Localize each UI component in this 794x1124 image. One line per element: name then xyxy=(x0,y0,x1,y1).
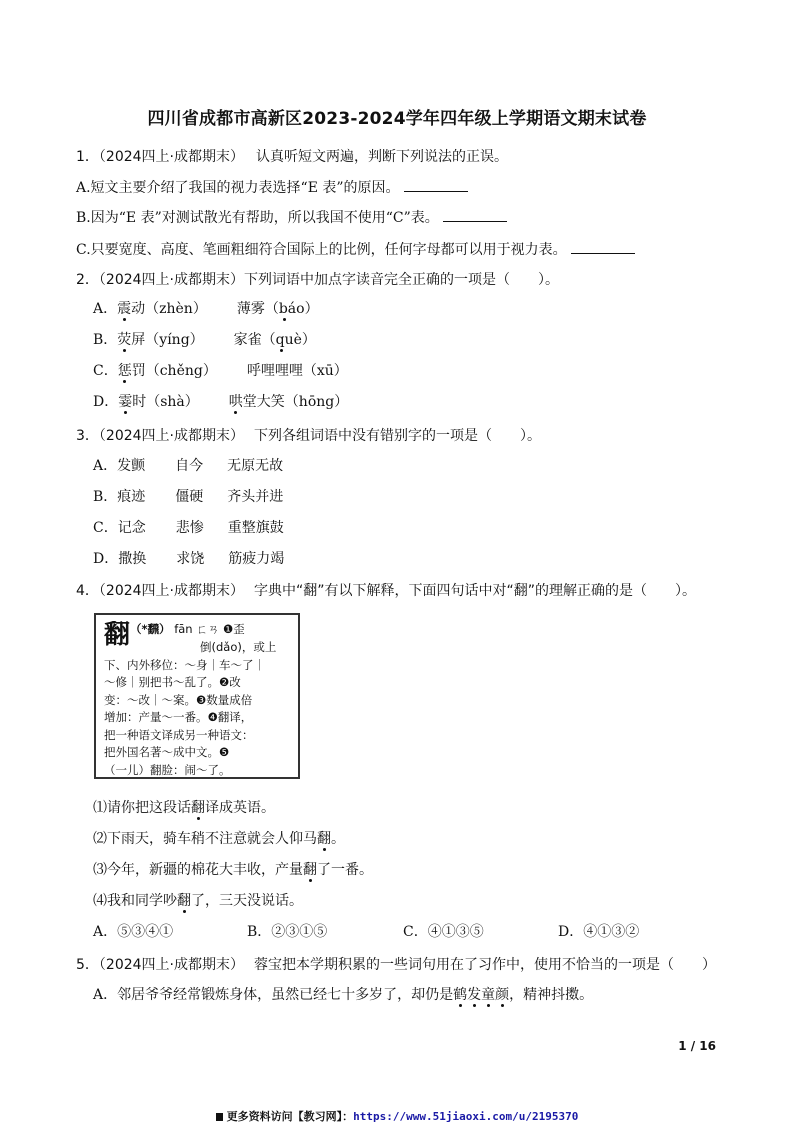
option-word: 重整旗鼓 xyxy=(227,520,284,536)
dotted-char: 荧 xyxy=(117,332,132,348)
q4-option-a[interactable] xyxy=(93,922,173,942)
source-tag: （2024四上·成都期末） xyxy=(98,428,245,444)
q4-sentence-1 xyxy=(93,798,275,818)
question-1 xyxy=(76,147,508,167)
q4-sentence-3 xyxy=(93,860,373,880)
option-value: ②③①⑤ xyxy=(271,924,328,940)
question-number: 2． xyxy=(76,272,99,288)
option-text: A．邻居爷爷经常锻炼身体，虽然已经七十多岁了，却仍是 xyxy=(93,987,454,1003)
q3-option-d[interactable] xyxy=(93,549,284,569)
dotted-char: 颜 xyxy=(495,987,510,1003)
dictionary-line: fān ㄈㄢ ❶歪 xyxy=(174,622,245,636)
answer-blank[interactable] xyxy=(404,177,468,192)
option-value: ④①③⑤ xyxy=(427,924,484,940)
question-5 xyxy=(76,955,716,975)
option-value: ⑤③④① xyxy=(117,924,174,940)
sentence-text: ⑶今年，新疆的棉花大丰收，产量 xyxy=(93,862,303,878)
dictionary-line: 增加：产量～一番。❹翻译， xyxy=(104,710,253,724)
dotted-char: 翻 xyxy=(177,893,191,909)
footer-text: 更多资料访问【教习网】： xyxy=(226,1110,354,1123)
question-stem: 认真听短文两遍，判断下列说法的正误。 xyxy=(256,149,509,165)
q1-statement-b xyxy=(76,207,507,228)
dictionary-line: 变：～改｜～案。❸数量成倍 xyxy=(104,692,253,707)
option-word: 哩（xū） xyxy=(288,363,348,379)
option-word: 动（zhèn） xyxy=(131,301,207,317)
option-word: 发颤 xyxy=(117,458,146,474)
question-2 xyxy=(76,270,559,290)
option-word: 时（shà） xyxy=(132,394,199,410)
answer-blank[interactable] xyxy=(571,239,635,254)
q2-option-d[interactable] xyxy=(93,392,348,412)
page-number: 1 / 16 xyxy=(678,1039,716,1053)
source-tag: （2024四上·成都期末） xyxy=(98,272,245,288)
dotted-char: 雀（què） xyxy=(247,332,316,348)
option-word: 求饶 xyxy=(176,551,205,567)
option-text: ，精神抖擞。 xyxy=(509,987,594,1003)
dictionary-line: 把外国名著～成中文。❺ xyxy=(104,745,230,759)
question-4 xyxy=(76,581,696,601)
dictionary-line: 下、内外移位：～身｜车～了｜ xyxy=(104,657,265,672)
dotted-char: 翻 xyxy=(303,862,317,878)
question-number: 5． xyxy=(76,957,99,973)
option-word: 僵硬 xyxy=(175,489,204,505)
q2-option-a[interactable] xyxy=(93,299,319,319)
option-word: 屏（yíng） xyxy=(131,332,204,348)
dotted-char: 鹤 xyxy=(453,987,468,1003)
option-word: 筋疲力竭 xyxy=(228,551,285,567)
option-word: 痕迹 xyxy=(117,489,146,505)
dotted-char: 雾（báo） xyxy=(250,301,319,317)
option-label: A． xyxy=(93,458,118,474)
sentence-text: ⑷我和同学吵 xyxy=(93,893,177,909)
option-label: A． xyxy=(93,924,118,940)
question-stem: 蓉宝把本学期积累的一些词句用在了习作中，使用不恰当的一项是（ ） xyxy=(254,957,717,973)
statement-text: A.短文主要介绍了我国的视力表选择“E 表”的原因。 xyxy=(76,180,400,196)
option-label: A． xyxy=(93,301,118,317)
dotted-char: 震 xyxy=(117,301,132,317)
dotted-char: 童 xyxy=(481,987,496,1003)
option-label: C． xyxy=(403,924,428,940)
q1-statement-c xyxy=(76,239,635,260)
sentence-text: 了一番。 xyxy=(317,862,373,878)
dictionary-line: ～修｜别把书～乱了。❷改 xyxy=(104,675,241,689)
source-tag: （2024四上·成都期末） xyxy=(98,583,245,599)
option-word: 无原无故 xyxy=(227,458,284,474)
sentence-text: 译成英语。 xyxy=(205,800,275,816)
option-word: 堂大笑（hōng） xyxy=(242,394,349,410)
option-label: C． xyxy=(93,363,118,379)
option-label: D． xyxy=(558,924,584,940)
q2-option-b[interactable] xyxy=(93,330,316,350)
q3-option-b[interactable] xyxy=(93,487,283,507)
q4-sentence-2 xyxy=(93,829,345,849)
option-word: 罚（chěng） xyxy=(131,363,217,379)
option-label: D． xyxy=(93,394,119,410)
dotted-char: 翻 xyxy=(317,831,331,847)
question-3 xyxy=(76,426,541,446)
q4-option-d[interactable] xyxy=(558,922,639,942)
q3-option-a[interactable] xyxy=(93,456,283,476)
q3-option-c[interactable] xyxy=(93,518,284,538)
statement-text: C.只要宽度、高度、笔画粗细符合国际上的比例，任何字母都可以用于视力表。 xyxy=(76,242,567,258)
question-stem: 字典中“翻”有以下解释，下面四句话中对“翻”的理解正确的是（ ）。 xyxy=(254,583,697,599)
option-word: 齐头并进 xyxy=(227,489,284,505)
q2-option-c[interactable] xyxy=(93,361,348,381)
q4-sentence-4 xyxy=(93,891,303,911)
footer xyxy=(0,1108,794,1124)
dictionary-headword: 翻 xyxy=(104,621,131,649)
source-tag: （2024四上·成都期末） xyxy=(98,149,245,165)
option-word: 呼哩哩 xyxy=(246,363,289,379)
dotted-char: 翻 xyxy=(191,800,205,816)
option-label: C． xyxy=(93,520,118,536)
sentence-text: ⑵下雨天，骑车稍不注意就会人仰马 xyxy=(93,831,317,847)
option-value: ④①③② xyxy=(583,924,640,940)
page-title: 四川省成都市高新区2023-2024学年四年级上学期语文期末试卷 xyxy=(147,109,647,129)
question-stem: 下列各组词语中没有错别字的一项是（ ）。 xyxy=(254,428,542,444)
dotted-phrase xyxy=(453,987,509,1003)
sentence-text: 了，三天没说话。 xyxy=(191,893,303,909)
q5-option-a[interactable] xyxy=(93,985,593,1005)
dictionary-line: （一儿）翻脸：闹～了。 xyxy=(104,762,231,777)
option-word: 自今 xyxy=(175,458,204,474)
q4-option-c[interactable] xyxy=(403,922,484,942)
option-word: 撒换 xyxy=(118,551,147,567)
dictionary-line: 倒(dǎo)，或上 xyxy=(200,640,277,654)
option-label: B． xyxy=(247,924,272,940)
dictionary-entry-image xyxy=(94,613,300,779)
answer-blank[interactable] xyxy=(443,207,507,222)
option-label: B． xyxy=(93,332,118,348)
flag-icon xyxy=(216,1113,223,1121)
q1-statement-a xyxy=(76,177,468,198)
option-label: B． xyxy=(93,489,118,505)
option-word: 悲惨 xyxy=(175,520,204,536)
footer-link[interactable]: https://www.51jiaoxi.com/u/2195370 xyxy=(353,1110,579,1123)
question-number: 4． xyxy=(76,583,99,599)
sentence-text: ⑴请你把这段话 xyxy=(93,800,191,816)
question-number: 3． xyxy=(76,428,99,444)
dotted-char: 惩 xyxy=(117,363,132,379)
question-stem: 下列词语中加点字读音完全正确的一项是（ ）。 xyxy=(244,272,560,288)
dotted-char: 哄 xyxy=(228,394,243,410)
option-word: 薄 xyxy=(236,301,251,317)
dotted-text xyxy=(453,987,509,1003)
option-label: D． xyxy=(93,551,119,567)
dictionary-line: 把一种语文译成另一种语文： xyxy=(104,727,254,742)
dictionary-variant: （*飜） xyxy=(130,622,171,636)
q4-option-b[interactable] xyxy=(247,922,327,942)
statement-text: B.因为“E 表”对测试散光有帮助，所以我国不使用“C”表。 xyxy=(76,210,439,226)
option-word: 家 xyxy=(233,332,248,348)
question-number: 1． xyxy=(76,149,99,165)
sentence-text: 。 xyxy=(331,831,345,847)
dotted-char: 发 xyxy=(467,987,482,1003)
source-tag: （2024四上·成都期末） xyxy=(98,957,245,973)
option-word: 记念 xyxy=(117,520,146,536)
dotted-char: 霎 xyxy=(118,394,133,410)
